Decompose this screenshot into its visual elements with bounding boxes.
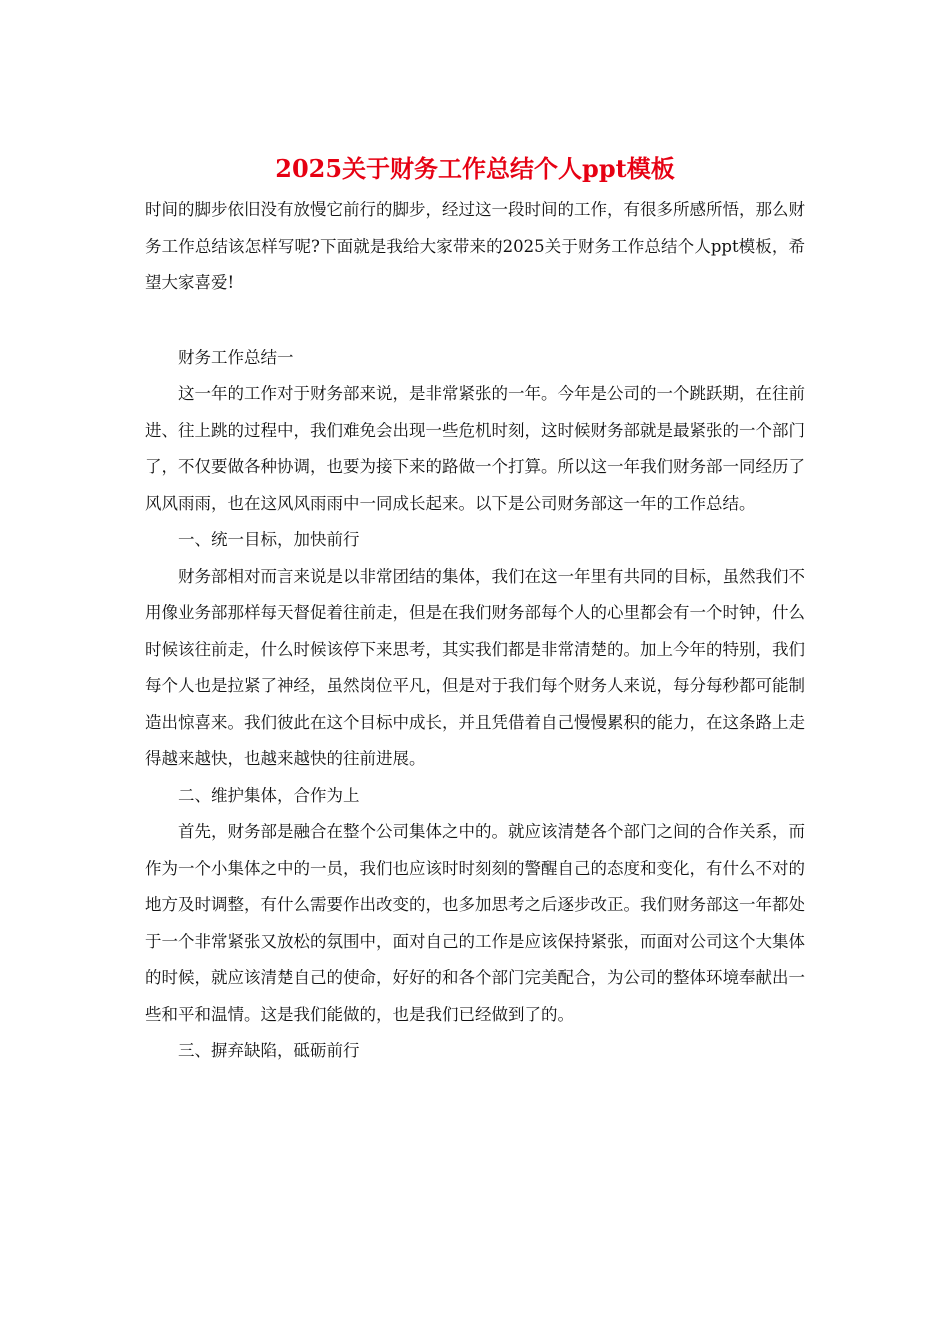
paragraph-spacer [145, 302, 805, 340]
body-paragraph: 财务部相对而言来说是以非常团结的集体，我们在这一年里有共同的目标，虽然我们不用像业务部那样每天督促着往前走，但是在我们财务部每个人的心里都会有一个时钟，什么时候该往前走，什么时候该停下来思考，其实我们都是非常清楚的。加上今年的特别，我们每个人也是拉紧了神经，虽然岗位平凡，但是对于我们每个财务人来说，每分每秒都可能制造出惊喜来。我们彼此在这个目标中成长，并且凭借着自己慢慢累积的能力，在这条路上走得越来越快，也越来越快的往前进展。 [145, 566, 805, 768]
body-paragraph: 首先，财务部是融合在整个公司集体之中的。就应该清楚各个部门之间的合作关系，而作为一个小集体之中的一员，我们也应该时时刻刻的警醒自己的态度和变化，有什么不对的地方及时调整，有什么需要作出改变的，也多加思考之后逐步改正。我们财务部这一年都处于一个非常紧张又放松的氛围中，面对自己的工作是应该保持紧张，而面对公司这个大集体的时候，就应该清楚自己的使命，好好的和各个部门完美配合，为公司的整体环境奉献出一些和平和温情。这是我们能做的，也是我们已经做到了的。 [145, 822, 805, 1024]
body-paragraph: 这一年的工作对于财务部来说，是非常紧张的一年。今年是公司的一个跳跃期，在往前进、往上跳的过程中，我们难免会出现一些危机时刻，这时候财务部就是最紧张的一个部门了，不仅要做各种协调，也要为接下来的路做一个打算。所以这一年我们财务部一同经历了风风雨雨，也在这风风雨雨中一同成长起来。以下是公司财务部这一年的工作总结。 [145, 384, 805, 513]
intro-paragraph: 时间的脚步依旧没有放慢它前行的脚步，经过这一段时间的工作，有很多所感所悟，那么财务工作总结该怎样写呢?下面就是我给大家带来的2025关于财务工作总结个人ppt模板，希望大家喜爱! [145, 200, 805, 292]
subheading-1: 一、统一目标，加快前行 [178, 530, 360, 549]
subheading-3: 三、摒弃缺陷，砥砺前行 [178, 1041, 360, 1060]
section-heading: 财务工作总结一 [178, 347, 294, 367]
document-title: 2025关于财务工作总结个人ppt模板 [275, 154, 675, 183]
subheading-2: 二、维护集体，合作为上 [178, 785, 360, 805]
document-body [145, 192, 805, 1070]
